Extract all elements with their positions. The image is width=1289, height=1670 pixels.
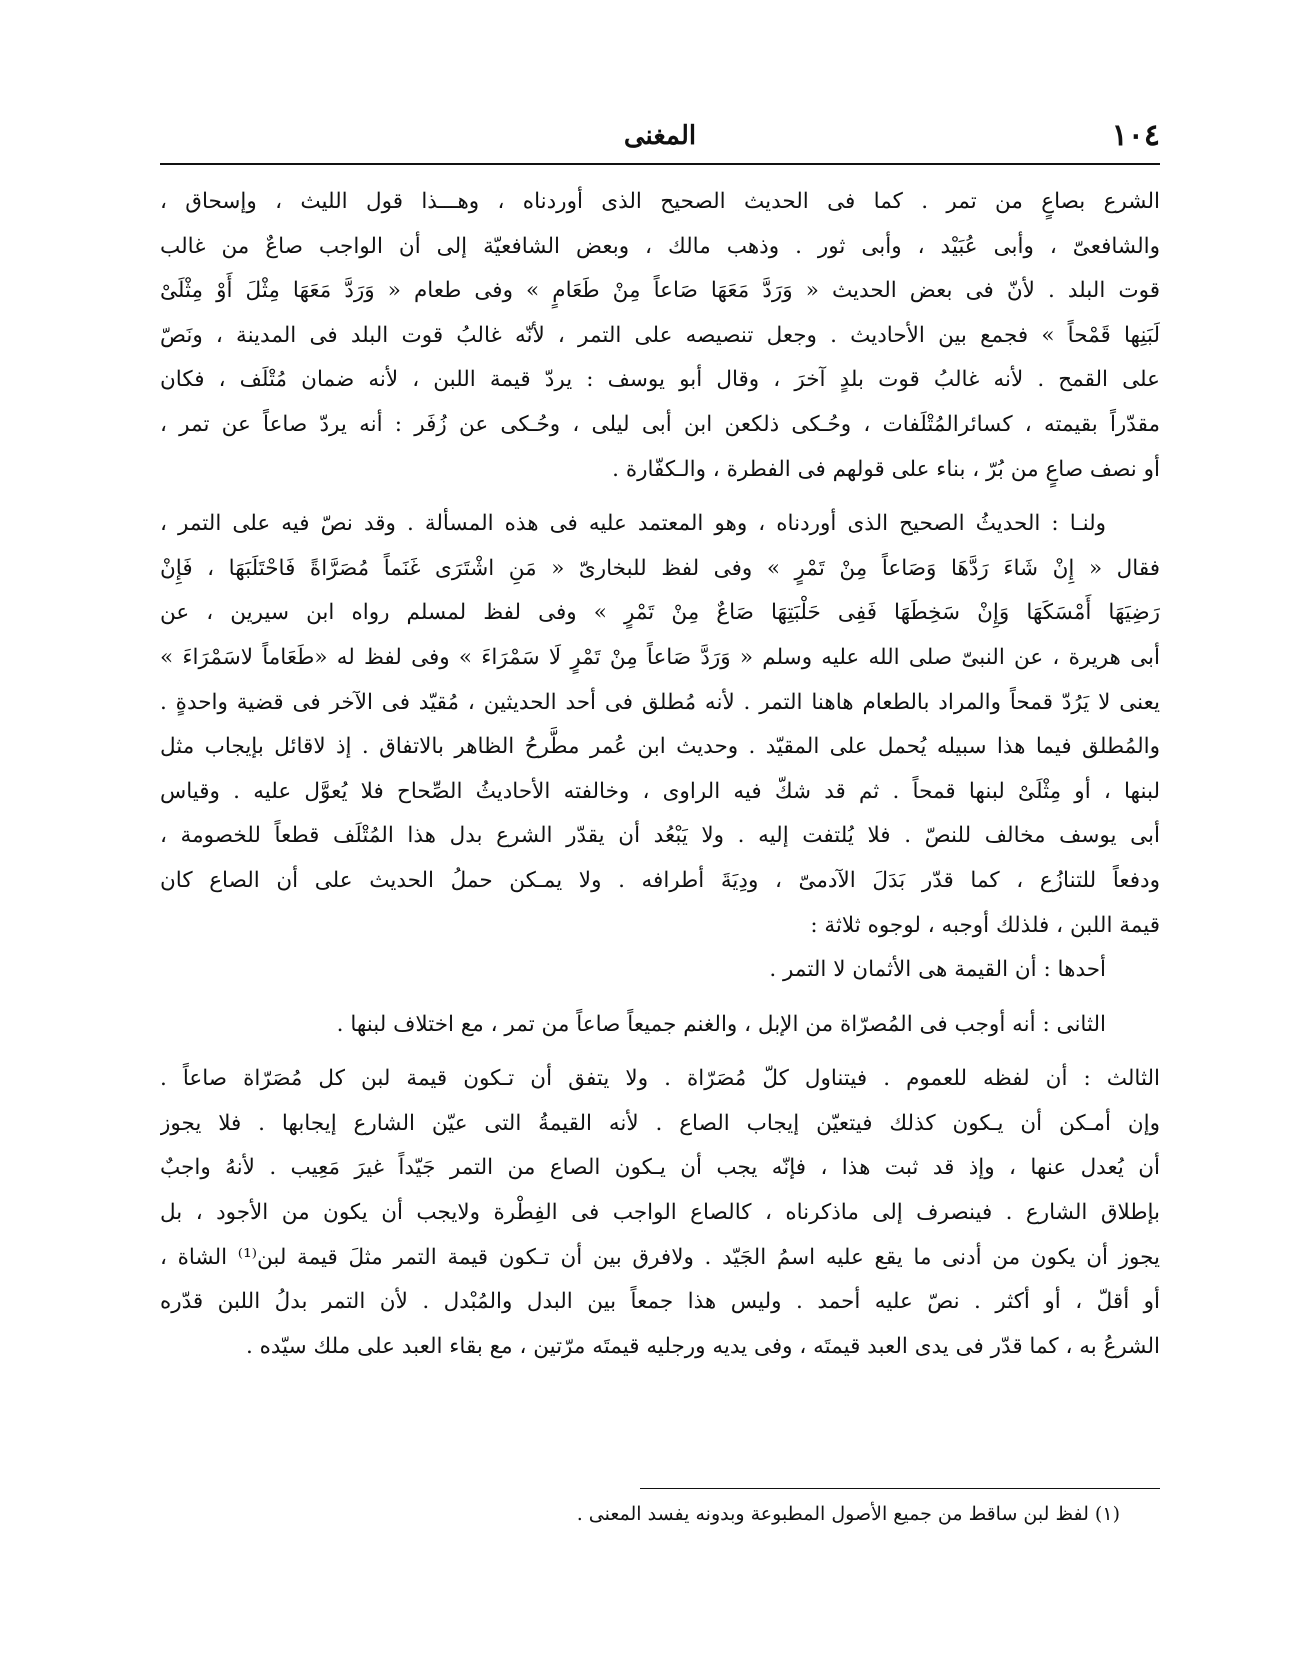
- footnote: (١) لفظ لبن ساقط من جميع الأصول المطبوعة وبدونه يفسد المعنى .: [576, 1503, 1120, 1525]
- text-line: مقدّراً بقيمته ، كسائرالمُتْلَفات ، وحُـكى ذلكعن ابن أبى ليلى ، وحُـكى عن زُفَر : أنه يردّ صاعاً عن تمر ،: [160, 411, 1160, 437]
- text-line: أبى هريرة ، عن النبىّ صلى الله عليه وسلم « وَرَدَّ صَاعاً مِنْ تَمْرٍ لَا سَمْرَاءَ » وفى لفظ له «طَعَاماً لاسَمْرَاءَ »: [160, 644, 1160, 670]
- text-line: والمُطلق فيما هذا سبيله يُحمل على المقيّد . وحديث ابن عُمر مطَّرحُ الظاهر بالاتفاق . إذ لاقائل بإيجاب مثل: [160, 734, 1160, 760]
- text-line: فقال « إِنْ شَاءَ رَدَّهَا وَصَاعاً مِنْ تَمْرٍ » وفى لفظ للبخارىّ « مَنِ اشْتَرَى غَنَماً مُصَرَّاةً فَاحْتَلَبَهَا ، فَإِنْ: [160, 555, 1160, 581]
- text-line: أو نصف صاعٍ من بُرّ ، بناء على قولهم فى الفطرة ، والـكفّارة .: [612, 456, 1160, 482]
- paragraph: [160, 502, 1160, 948]
- paragraph-gap: [160, 1047, 1160, 1057]
- text-line: الشرعُ به ، كما قدّر فى يدى العبد قيمتَه ، وفى يديه ورجليه قيمتَه مرّتين ، مع بقاء العبد على ملك سيّده .: [245, 1333, 1160, 1359]
- paragraph: [160, 1003, 1160, 1048]
- page-header: [160, 116, 1160, 166]
- text-line: قوت البلد . لأنّ فى بعض الحديث « وَرَدَّ مَعَهَا صَاعاً مِنْ طَعَامٍ » وفى طعام « وَرَدَّ مَعَهَا مِثْلَ أَوْ مِثْلَىْ: [160, 278, 1160, 304]
- paragraph-gap: [160, 492, 1160, 502]
- body-text: [160, 180, 1160, 1369]
- text-line: بإطلاق الشارع . فينصرف إلى ماذكرناه ، كالصاع الواجب فى الفِطْرة ولايجب أن يكون من الأجود ، بل: [160, 1200, 1160, 1226]
- page-number: ١٠٤: [1111, 118, 1160, 153]
- running-title: المغنى: [623, 121, 697, 151]
- footnote-rule: [640, 1488, 1160, 1489]
- text-line: يجوز أن يكون من أدنى ما يقع عليه اسمُ الجَيّد . ولافرق بين أن تـكون قيمة التمر مثلَ قيمة لبن⁽¹⁾ الشاة ،: [160, 1244, 1160, 1270]
- header-rule: [160, 163, 1160, 165]
- text-line: لبنها ، أو مِثْلَىْ لبنها قمحاً . ثم قد شكّ فيه الراوى ، وخالفته الأحاديثُ الصِّحاح فلا يُعوَّل عليه . وقياس: [160, 778, 1160, 804]
- text-line: لَبَنِها قَمْحاً » فجمع بين الأحاديث . وجعل تنصيصه على التمر ، لأنّه غالبُ قوت البلد فى المدينة ، ونَصّ: [160, 322, 1160, 348]
- text-line: على القمح . لأنه غالبُ قوت بلدٍ آخرَ ، وقال أبو يوسف : يردّ قيمة اللبن ، لأنه ضمان مُتْلَف ، فكان: [160, 367, 1160, 393]
- text-line: قيمة اللبن ، فلذلك أوجبه ، لوجوه ثلاثة :: [810, 912, 1160, 938]
- text-line: يعنى لا يَرُدّ قمحاً والمراد بالطعام هاهنا التمر . لأنه مُطلق فى أحد الحديثين ، مُقيّد فى الآخر فى قضية واحدةٍ .: [160, 689, 1160, 715]
- text-line: والشافعىّ ، وأبى عُبَيْد ، وأبى ثور . وذهب مالك ، وبعض الشافعيّة إلى أن الواجب صاعٌ من غالب: [160, 233, 1160, 259]
- text-line: أبى يوسف مخالف للنصّ . فلا يُلتفت إليه . ولا يَبْعُد أن يقدّر الشرع بدل هذا المُتْلَف قطعاً للخصومة ،: [160, 823, 1160, 849]
- text-line: الشرع بصاعٍ من تمر . كما فى الحديث الصحيح الذى أوردناه ، وهـــذا قول الليث ، وإسحاق ،: [160, 189, 1160, 214]
- paragraph: [160, 948, 1160, 993]
- text-line: وإن أمـكن أن يـكون كذلك فيتعيّن إيجاب الصاع . لأنه القيمةُ التى عيّن الشارع إيجابها . فلا يجوز: [160, 1110, 1160, 1136]
- text-line: الثانى : أنه أوجب فى المُصرّاة من الإبل ، والغنم جميعاً صاعاً من تمر ، مع اختلاف لبنها .: [336, 1011, 1106, 1037]
- text-line: أحدها : أن القيمة هى الأثمان لا التمر .: [769, 957, 1106, 983]
- text-line: الثالث : أن لفظه للعموم . فيتناول كلّ مُصَرّاة . ولا يتفق أن تـكون قيمة لبن كل مُصَرّاة صاعاً .: [160, 1066, 1160, 1092]
- text-line: رَضِيَهَا أَمْسَكَهَا وَإِنْ سَخِطَهَا فَفِى حَلْبَتِهَا صَاعٌ مِنْ تَمْرٍ » وفى لفظ لمسلم رواه ابن سيرين ، عن: [160, 600, 1160, 626]
- text-line: ولنـا : الحديثُ الصحيح الذى أوردناه ، وهو المعتمد عليه فى هذه المسألة . وقد نصّ فيه على التمر ،: [160, 511, 1106, 537]
- text-line: أن يُعدل عنها ، وإذ قد ثبت هذا ، فإنّه يجب أن يـكون الصاع من التمر جَيّداً غيرَ مَعِيب . لأنهُ واجبٌ: [160, 1155, 1160, 1181]
- paragraph-gap: [160, 993, 1160, 1003]
- paragraph: [160, 180, 1160, 492]
- text-line: ودفعاً للتنازُع ، كما قدّر بَدَلَ الآدمىّ ، ودِيَةَ أطرافه . ولا يمـكن حملُ الحديث على أن الصاع كان: [160, 867, 1160, 893]
- paragraph: [160, 1057, 1160, 1369]
- text-line: أو أقلّ ، أو أكثر . نصّ عليه أحمد . وليس هذا جمعاً بين البدل والمُبْدل . لأن التمر بدلُ اللبن قدّره: [160, 1289, 1160, 1315]
